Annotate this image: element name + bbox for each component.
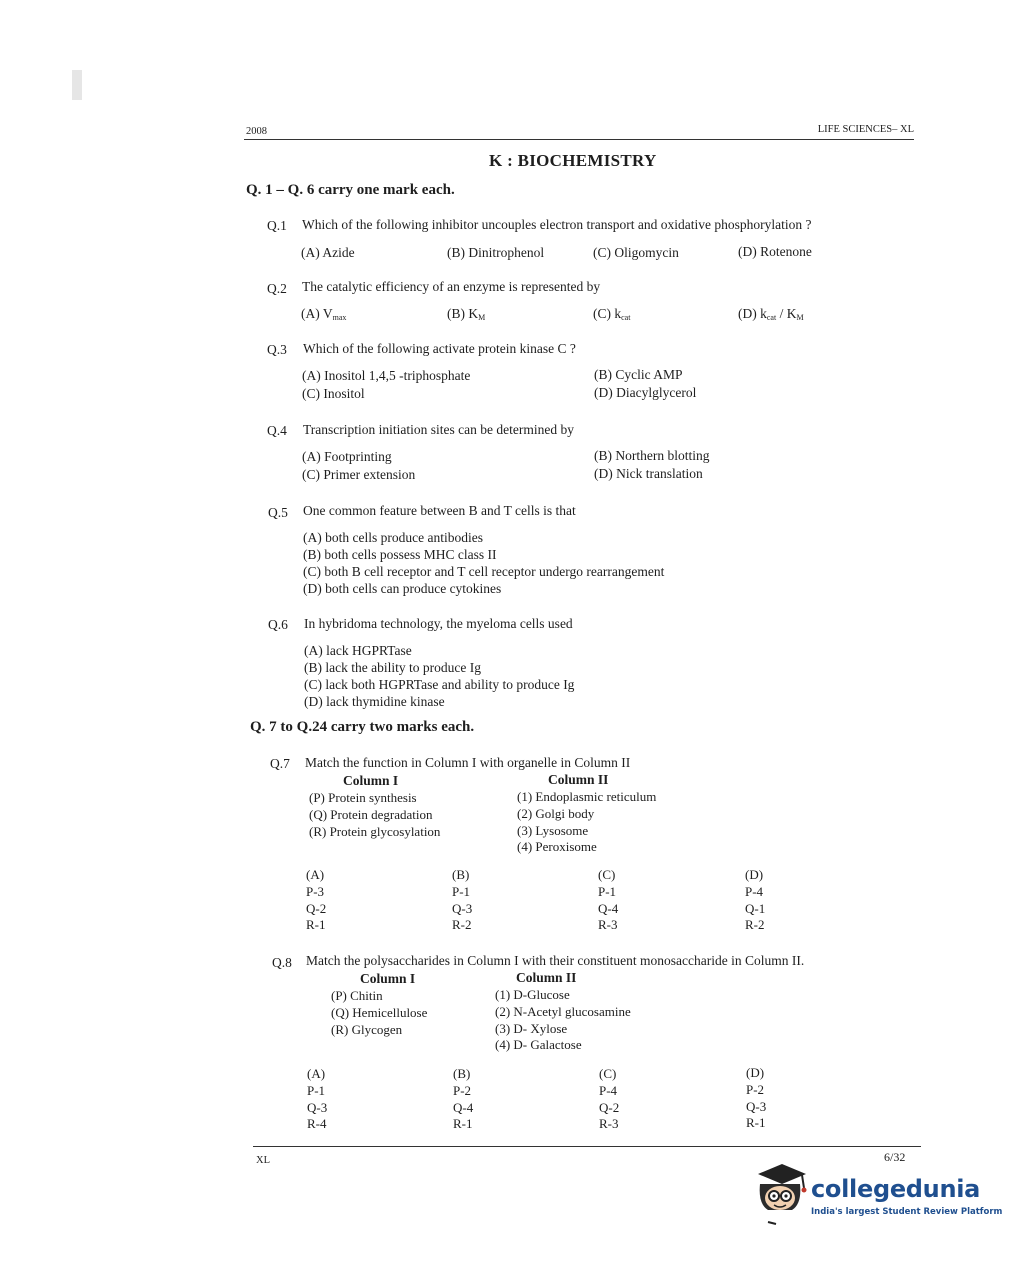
answer-option-b	[452, 867, 472, 934]
column-ii-heading: Column II	[516, 970, 577, 985]
answer-option-d	[746, 1065, 766, 1132]
option-match: R-4	[307, 1116, 327, 1132]
option-match: P-2	[746, 1081, 765, 1097]
option-match: P-4	[599, 1082, 618, 1098]
option-match: R-3	[598, 917, 618, 933]
option-a: (A) Footprinting	[302, 449, 392, 464]
list-item: (4) D- Galactose	[495, 1037, 582, 1053]
option-match: P-1	[452, 883, 471, 899]
option-b-subscript: M	[478, 313, 486, 322]
list-item: (2) N-Acetyl glucosamine	[495, 1003, 631, 1019]
option-c-subscript: cat	[621, 313, 631, 322]
page-number: 6/32	[884, 1150, 906, 1164]
question-number: Q.4	[267, 423, 287, 438]
option-c: (C) lack both HGPRTase and ability to produce Ig	[304, 677, 575, 692]
question-number: Q.7	[270, 756, 290, 771]
question-number: Q.1	[267, 218, 287, 233]
list-item: (Q) Hemicellulose	[331, 1004, 428, 1020]
option-b-main: (B) K	[447, 306, 479, 321]
option-c: (C) Inositol	[302, 386, 365, 401]
option-match: R-1	[746, 1115, 766, 1131]
answer-option-a	[307, 1066, 327, 1133]
question-text: Match the function in Column I with organelle in Column II	[305, 755, 631, 770]
option-d	[738, 306, 804, 322]
question-text: Transcription initiation sites can be determined by	[303, 422, 574, 437]
option-match: Q-1	[745, 900, 766, 916]
question-text: Which of the following activate protein kinase C ?	[303, 341, 576, 356]
option-match: P-2	[453, 1082, 472, 1098]
column-i-list	[331, 988, 427, 1038]
list-item: (R) Protein glycosylation	[309, 823, 441, 839]
graduate-mascot-icon	[752, 1160, 808, 1230]
option-label: (A)	[307, 1066, 326, 1081]
list-item: (3) D- Xylose	[495, 1020, 568, 1036]
option-label: (A)	[306, 867, 325, 882]
header-subject: LIFE SCIENCES– XL	[817, 124, 914, 135]
question-text: Match the polysaccharides in Column I with their constituent monosaccharide in Column II.	[306, 953, 805, 968]
option-c: (C) Primer extension	[302, 467, 416, 482]
option-a: (A) lack HGPRTase	[304, 643, 412, 658]
option-match: P-3	[306, 883, 325, 899]
column-ii-list	[495, 987, 631, 1054]
option-b: (B) Cyclic AMP	[594, 367, 683, 382]
option-match: R-3	[599, 1116, 619, 1132]
list-item: (4) Peroxisome	[517, 839, 597, 855]
question-number: Q.3	[267, 342, 287, 357]
option-label: (C)	[599, 1066, 617, 1081]
option-match: Q-4	[598, 900, 619, 916]
option-b: (B) both cells possess MHC class II	[303, 547, 497, 562]
option-d-divider: / K	[776, 306, 797, 321]
option-d-subscript-2: M	[796, 313, 804, 322]
option-match: Q-2	[599, 1099, 620, 1115]
list-item: (1) Endoplasmic reticulum	[517, 789, 657, 804]
option-a-main: (A) V	[301, 306, 333, 321]
option-d: (D) Diacylglycerol	[594, 385, 697, 400]
option-c: (C) Oligomycin	[593, 245, 679, 260]
question-text: One common feature between B and T cells is that	[303, 503, 576, 518]
header-year: 2008	[246, 126, 267, 137]
section-title: K : BIOCHEMISTRY	[489, 151, 657, 170]
instruction-two-mark: Q. 7 to Q.24 carry two marks each.	[250, 719, 475, 735]
option-match: Q-2	[306, 900, 327, 916]
option-c-main: (C) k	[593, 306, 622, 321]
question-text: Which of the following inhibitor uncouples electron transport and oxidative phosphorylation ?	[302, 217, 812, 232]
option-label: (B)	[453, 1066, 471, 1081]
option-match: R-1	[306, 917, 326, 933]
list-item: (R) Glycogen	[331, 1021, 403, 1037]
option-match: Q-3	[452, 900, 473, 916]
option-a: (A) both cells produce antibodies	[303, 530, 483, 545]
option-label: (B)	[452, 867, 470, 882]
option-a: (A) Inositol 1,4,5 -triphosphate	[302, 368, 471, 383]
list-item: (Q) Protein degradation	[309, 806, 433, 822]
option-match: P-4	[745, 883, 764, 899]
column-i-heading: Column I	[343, 773, 399, 788]
list-item: (3) Lysosome	[517, 822, 589, 838]
answer-option-b	[453, 1066, 473, 1133]
answer-option-c	[599, 1066, 619, 1133]
question-text: The catalytic efficiency of an enzyme is represented by	[302, 279, 601, 294]
list-item: (2) Golgi body	[517, 805, 595, 821]
option-match: P-1	[307, 1082, 326, 1098]
question-number: Q.5	[268, 505, 288, 520]
list-item: (P) Chitin	[331, 988, 383, 1003]
option-match: Q-4	[453, 1099, 474, 1115]
footer-code: XL	[256, 1155, 270, 1166]
option-a: (A) Azide	[301, 245, 355, 260]
instruction-one-mark: Q. 1 – Q. 6 carry one mark each.	[246, 182, 455, 198]
option-match: R-2	[452, 917, 472, 933]
column-ii-list	[517, 789, 656, 856]
option-match: P-1	[598, 883, 617, 899]
option-d: (D) Rotenone	[738, 244, 812, 259]
header-rule	[244, 139, 914, 140]
option-d-main: (D) k	[738, 306, 767, 321]
answer-option-a	[306, 867, 326, 934]
option-match: R-1	[453, 1116, 473, 1132]
option-c: (C) both B cell receptor and T cell receptor undergo rearrangement	[303, 564, 665, 579]
option-match: R-2	[745, 917, 765, 933]
logo-wordmark: collegedunia	[811, 1175, 981, 1203]
option-label: (D)	[746, 1065, 765, 1080]
option-a-subscript: max	[332, 313, 347, 322]
option-label: (C)	[598, 867, 616, 882]
column-ii-heading: Column II	[548, 772, 609, 787]
option-c	[593, 306, 630, 322]
answer-option-c	[598, 867, 618, 934]
option-match: Q-3	[307, 1099, 328, 1115]
question-number: Q.2	[267, 281, 287, 296]
list-item: (1) D-Glucose	[495, 987, 570, 1002]
question-text: In hybridoma technology, the myeloma cells used	[304, 616, 573, 631]
option-b: (B) Dinitrophenol	[447, 245, 545, 260]
option-d: (D) Nick translation	[594, 466, 703, 481]
option-d: (D) both cells can produce cytokines	[303, 581, 502, 596]
column-i-list	[309, 790, 440, 840]
answer-option-d	[745, 867, 765, 934]
scan-artifact	[72, 70, 82, 100]
column-i-heading: Column I	[360, 971, 416, 986]
option-label: (D)	[745, 867, 764, 882]
question-number: Q.8	[272, 955, 292, 970]
option-d: (D) lack thymidine kinase	[304, 694, 445, 709]
logo-tagline: India's largest Student Review Platform	[811, 1207, 1003, 1217]
option-a	[301, 306, 346, 322]
option-b	[447, 306, 485, 322]
footer-rule	[253, 1146, 921, 1147]
option-match: Q-3	[746, 1098, 767, 1114]
option-b: (B) lack the ability to produce Ig	[304, 660, 481, 675]
option-d-subscript: cat	[766, 313, 777, 322]
list-item: (P) Protein synthesis	[309, 790, 417, 805]
question-number: Q.6	[268, 617, 288, 632]
option-b: (B) Northern blotting	[594, 448, 710, 463]
